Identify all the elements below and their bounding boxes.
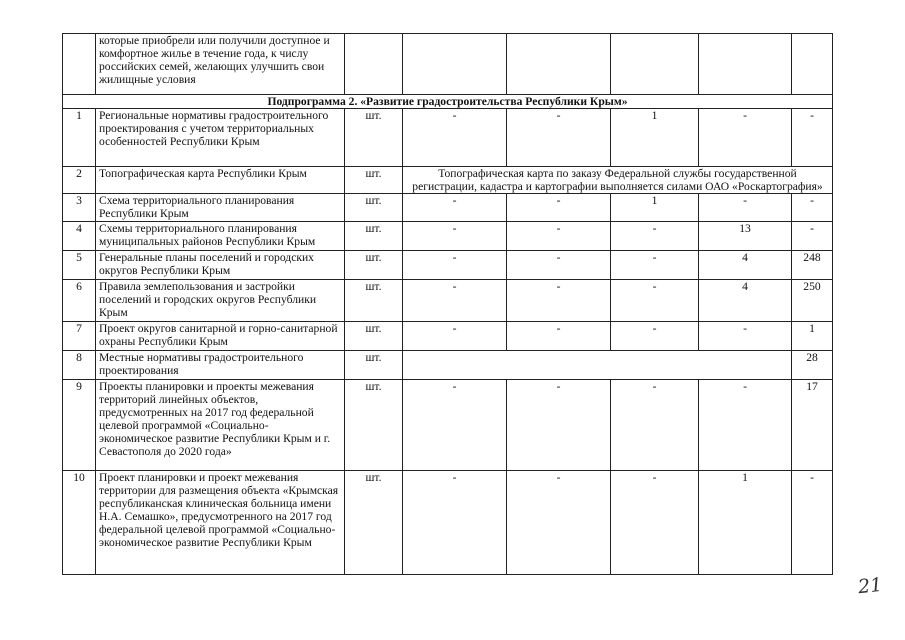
value-cell: - (699, 109, 792, 167)
value-cell: - (611, 471, 699, 575)
table-row (63, 109, 833, 167)
unit-cell: шт. (345, 380, 403, 471)
row-number: 5 (63, 251, 96, 280)
value-cell: 13 (699, 222, 792, 251)
value-cell: - (507, 222, 611, 251)
value-cell (507, 34, 611, 95)
unit-cell: шт. (345, 280, 403, 322)
indicator-name: Генеральные планы поселений и городских округов Республики Крым (96, 251, 345, 280)
value-cell: - (699, 194, 792, 222)
value-cell: - (403, 280, 507, 322)
table-row (63, 251, 833, 280)
row-number: 8 (63, 351, 96, 380)
table-row (63, 222, 833, 251)
subprogram-heading: Подпрограмма 2. «Развитие градостроительства Республики Крым» (63, 95, 833, 109)
indicator-name: Топографическая карта Республики Крым (96, 167, 345, 194)
value-cell: - (699, 322, 792, 351)
unit-cell: шт. (345, 351, 403, 380)
unit-cell: шт. (345, 167, 403, 194)
indicators-table (62, 33, 833, 575)
value-cell (403, 34, 507, 95)
note-cell: Топографическая карта по заказу Федеральной службы государственной регистрации, кадастра и картографии выполняется силами ОАО «Роскартография» (403, 167, 833, 194)
value-cell: - (792, 109, 833, 167)
table-row (63, 322, 833, 351)
value-cell: - (792, 194, 833, 222)
value-cell: - (611, 280, 699, 322)
row-number: 3 (63, 194, 96, 222)
value-cell: 17 (792, 380, 833, 471)
row-number: 1 (63, 109, 96, 167)
value-cell: - (507, 380, 611, 471)
value-cell: - (403, 322, 507, 351)
table-row (63, 351, 833, 380)
table-row (63, 34, 833, 95)
table-row (63, 167, 833, 194)
value-cell (699, 34, 792, 95)
row-number: 10 (63, 471, 96, 575)
value-cell (792, 34, 833, 95)
value-cell: - (403, 222, 507, 251)
row-number (63, 34, 96, 95)
merged-empty-cell (403, 351, 792, 380)
indicator-name: Проекты планировки и проекты межевания территорий линейных объектов, предусмотренных на 2017 год федеральной целевой программой «Социально-экономическое развитие Республики Крым и г. Севастополя до 2020 года» (96, 380, 345, 471)
value-cell: - (699, 380, 792, 471)
indicator-name: Проект округов санитарной и горно-санитарной охраны Республики Крым (96, 322, 345, 351)
row-number: 6 (63, 280, 96, 322)
row-number: 4 (63, 222, 96, 251)
handwritten-page-number: 21 (856, 573, 884, 599)
indicator-name: которые приобрели или получили доступное и комфортное жилье в течение года, к числу российских семей, желающих улучшить свои жилищные условия (96, 34, 345, 95)
value-cell: - (403, 251, 507, 280)
value-cell: - (403, 380, 507, 471)
value-cell: - (792, 471, 833, 575)
value-cell: - (792, 222, 833, 251)
value-cell: - (403, 194, 507, 222)
unit-cell: шт. (345, 222, 403, 251)
row-number: 7 (63, 322, 96, 351)
subprogram-heading-row (63, 95, 833, 109)
value-cell: - (507, 251, 611, 280)
value-cell: 1 (611, 194, 699, 222)
indicator-name: Схема территориального планирования Республики Крым (96, 194, 345, 222)
value-cell: - (403, 109, 507, 167)
indicator-name: Схемы территориального планирования муниципальных районов Республики Крым (96, 222, 345, 251)
table-row (63, 280, 833, 322)
value-cell: - (611, 222, 699, 251)
indicator-name: Проект планировки и проект межевания территории для размещения объекта «Крымская республиканская клиническая больница имени Н.А. Семашко», предусмотренного на 2017 год федеральной целевой программой «Социально-экономическое развитие Республики Крым (96, 471, 345, 575)
indicator-name: Региональные нормативы градостроительного проектирования с учетом территориальных особенностей Республики Крым (96, 109, 345, 167)
unit-cell: шт. (345, 109, 403, 167)
value-cell: 4 (699, 280, 792, 322)
value-cell: - (507, 322, 611, 351)
unit-cell (345, 34, 403, 95)
value-cell: - (611, 380, 699, 471)
value-cell: - (507, 194, 611, 222)
value-cell: 1 (699, 471, 792, 575)
unit-cell: шт. (345, 251, 403, 280)
value-cell: 4 (699, 251, 792, 280)
table-row (63, 380, 833, 471)
unit-cell: шт. (345, 471, 403, 575)
indicator-name: Правила землепользования и застройки поселений и городских округов Республики Крым (96, 280, 345, 322)
unit-cell: шт. (345, 194, 403, 222)
value-cell: - (403, 471, 507, 575)
value-cell (611, 34, 699, 95)
value-cell: 1 (792, 322, 833, 351)
unit-cell: шт. (345, 322, 403, 351)
value-cell: - (611, 322, 699, 351)
table-row (63, 471, 833, 575)
value-cell: - (611, 251, 699, 280)
value-cell: 248 (792, 251, 833, 280)
indicator-name: Местные нормативы градостроительного проектирования (96, 351, 345, 380)
value-cell: - (507, 471, 611, 575)
table-row (63, 194, 833, 222)
value-cell: - (507, 109, 611, 167)
row-number: 9 (63, 380, 96, 471)
value-cell: 28 (792, 351, 833, 380)
value-cell: 1 (611, 109, 699, 167)
row-number: 2 (63, 167, 96, 194)
value-cell: 250 (792, 280, 833, 322)
value-cell: - (507, 280, 611, 322)
